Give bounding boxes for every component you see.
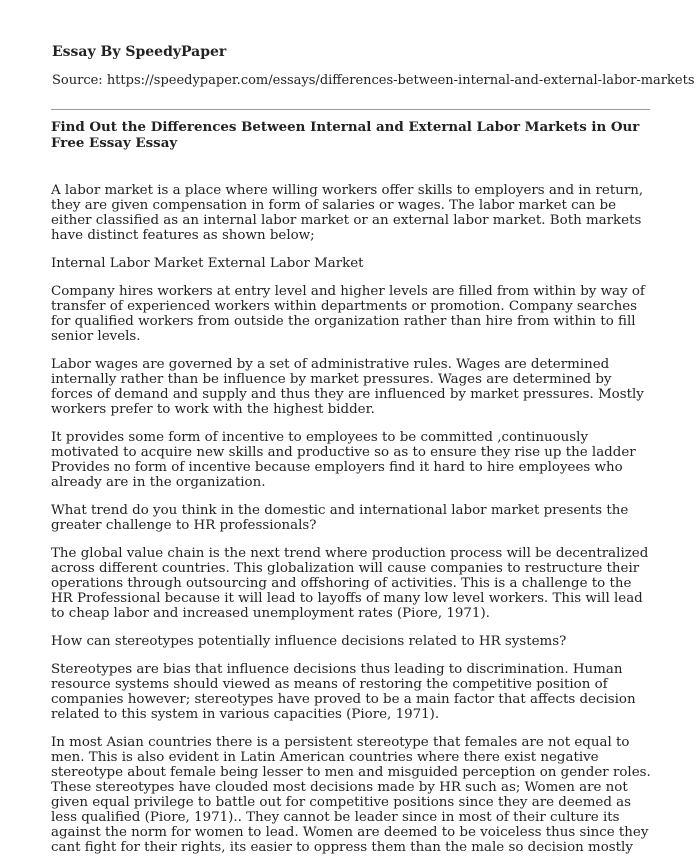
paragraph: How can stereotypes potentially influence decisions related to HR systems? xyxy=(51,634,567,649)
essay-title: Find Out the Differences Between Internal and External Labor Markets in Our Free Essay Essay xyxy=(51,119,640,151)
paragraph: Labor wages are governed by a set of administrative rules. Wages are determined internally rather than be influence by market pressures. Wages are determined by forces of demand and supply and thus they are influenced by market pressures. Mostly workers prefer to work with the highest bidder. xyxy=(51,357,644,417)
essay-body xyxy=(51,183,651,868)
paragraph: Internal Labor Market External Labor Market xyxy=(51,256,364,271)
brand-heading: Essay By SpeedyPaper xyxy=(52,44,227,60)
paragraph: Company hires workers at entry level and higher levels are filled from within by way of transfer of experienced workers within departments or promotion. Company searches for qualified workers from outside the organization rather than hire from within to fill senior levels. xyxy=(51,284,645,344)
paragraph: A labor market is a place where willing workers offer skills to employers and in return, they are given compensation in form of salaries or wages. The labor market can be either classified as an internal labor market or an external labor market. Both markets have distinct features as shown below; xyxy=(51,183,644,243)
source-line xyxy=(52,73,695,88)
paragraph: Stereotypes are bias that influence decisions thus leading to discrimination. Human resource systems should viewed as means of restoring the competitive position of companies however; stereotypes have proved to be a main factor that affects decision related to this system in various capacities (Piore, 1971). xyxy=(51,662,636,722)
paragraph: The global value chain is the next trend where production process will be decentralized across different countries. This globalization will cause companies to restructure their operations through outsourcing and offshoring of activities. This is a challenge to the HR Professional because it will lead to layoffs of many low level workers. This will lead to cheap labor and increased unemployment rates (Piore, 1971). xyxy=(51,546,649,621)
source-label: Source: xyxy=(52,73,107,88)
divider xyxy=(51,109,650,110)
source-link[interactable]: https://speedypaper.com/essays/differences-between-internal-and-external-labor-markets xyxy=(106,73,695,88)
paragraph: What trend do you think in the domestic and international labor market presents the greater challenge to HR professionals? xyxy=(51,503,629,533)
paragraph: It provides some form of incentive to employees to be committed ,continuously motivated to acquire new skills and productive so as to ensure they rise up the ladder Provides no form of incentive because employers find it hard to hire employees who already are in the organization. xyxy=(51,430,636,490)
paragraph: In most Asian countries there is a persistent stereotype that females are not equal to men. This is also evident in Latin American countries where there exist negative stereotype about female being lesser to men and misguided perception on gender roles. These stereotypes have clouded most decisions made by HR such as; Women are not given equal privilege to battle out for competitive positions since they are deemed as less qualified (Piore, 1971).. They cannot be leader since in most of their culture its against the norm for women to lead. Women are deemed to be voiceless thus since they cant fight for their rights, its easier to oppress them than the male so decision mostly xyxy=(51,735,651,855)
